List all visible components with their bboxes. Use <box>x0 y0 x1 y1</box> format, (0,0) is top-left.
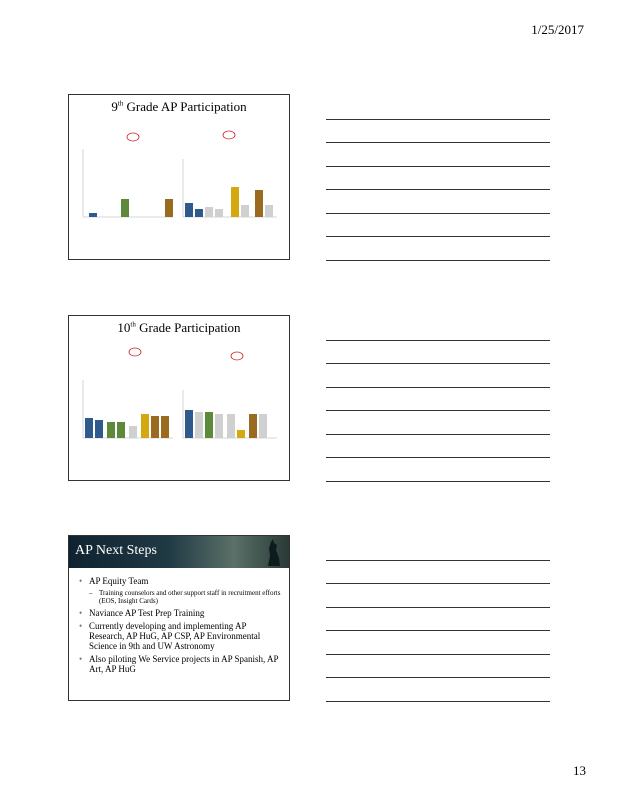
slide-banner <box>69 536 289 568</box>
bullet-item: • Currently developing and implementing AP Research, AP HuG, AP CSP, AP Environmental Science in 9th and UW Astronomy <box>79 621 281 651</box>
highlight-circle <box>223 131 235 139</box>
chart-right <box>179 119 279 239</box>
bar <box>195 209 203 217</box>
title-suffix: th <box>130 320 136 329</box>
slide-ap-next-steps <box>68 535 290 701</box>
sub-bullet-item: – Training counselors and other support staff in recruitment efforts (EOS, Insight Cards) <box>79 589 281 605</box>
bar <box>195 412 203 438</box>
bar <box>121 199 129 217</box>
bar <box>117 422 125 438</box>
bullet-list <box>79 576 281 677</box>
bar <box>89 213 97 217</box>
bar <box>205 412 213 438</box>
bar <box>255 190 263 217</box>
title-number: 9 <box>111 99 118 114</box>
bar <box>165 199 173 217</box>
bar <box>265 205 273 217</box>
chart-right <box>179 340 279 460</box>
slide-10th-grade-participation <box>68 315 290 481</box>
title-text: Grade AP Participation <box>123 99 247 114</box>
highlight-circle <box>127 133 139 141</box>
bar <box>185 410 193 438</box>
bar <box>205 207 213 217</box>
notes-lines-1 <box>326 96 550 261</box>
notes-lines-2 <box>326 317 550 482</box>
bar <box>185 203 193 217</box>
bar <box>259 414 267 438</box>
bar <box>215 414 223 438</box>
bar <box>227 414 235 438</box>
highlight-circle <box>231 352 243 360</box>
bar <box>241 205 249 217</box>
highlight-circle <box>129 348 141 356</box>
slide-title <box>69 99 289 115</box>
bullet-item: • Naviance AP Test Prep Training <box>79 608 281 618</box>
bar <box>95 420 103 438</box>
bar <box>237 430 245 438</box>
page-number: 13 <box>573 763 586 778</box>
title-suffix: th <box>117 99 124 108</box>
bar <box>107 422 115 438</box>
slide-9th-grade-participation <box>68 94 290 260</box>
bar <box>231 187 239 217</box>
bar <box>215 209 223 217</box>
bar <box>249 414 257 438</box>
bar <box>141 414 149 438</box>
bar <box>129 426 137 438</box>
notes-lines-3 <box>326 537 550 702</box>
slide-title: AP Next Steps <box>75 543 157 558</box>
bar <box>151 416 159 438</box>
page-date: 1/25/2017 <box>531 22 584 37</box>
slide-title <box>69 320 289 336</box>
title-number: 10 <box>117 320 131 335</box>
bar <box>85 418 93 438</box>
chart-left <box>75 119 175 239</box>
bar <box>161 416 169 438</box>
chart-left <box>75 340 175 460</box>
bullet-item: • Also piloting We Service projects in AP Spanish, AP Art, AP HuG <box>79 654 281 674</box>
bullet-item: • AP Equity Team <box>79 576 281 586</box>
title-text: Grade Participation <box>135 320 241 335</box>
wolf-icon <box>263 538 283 566</box>
